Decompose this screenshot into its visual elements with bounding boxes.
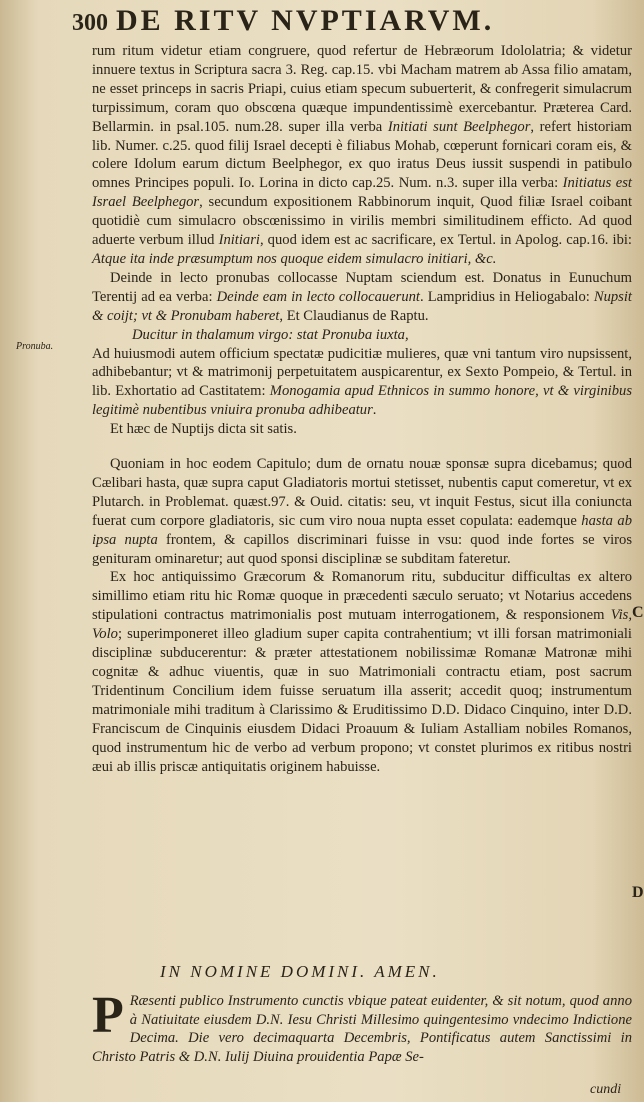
text-segment: Monogamia apud Ethnicos in summo honore, vt & virginibus legitimè nubentibus vniuira pronuba adhibeatur — [92, 383, 632, 419]
text-segment: ; superimponeret illeo gladium super capita contrahentium; vt illi forsan matrimoniali disciplinæ subducerentur: & præter attestationem nobilissimæ Romanæ Matronæ mihi cognitæ & adhuc viuentis, quæ in suo Matrimoniali contractu etiam, post sacrum Tridentinum Concilium idem fuisse seruatum illa asserit; accedit quoq; instrumentum matrimoniale mihi traditum à Clarissimo & Eruditissimo D.D. Didaco Cinquino, inter D.D. Franciscum de Cinquinis eiusdem Didaci Proauum & Iuliam Astalliam nobiles Romanos, quod instrumentum hic de verbo ad verbum propono; vt constet plurimos ex ritibus nostri æui ab illis priscæ antiquitatis originem habuisse. — [92, 626, 632, 775]
marginal-note-pronuba: Pronuba. — [16, 341, 54, 352]
marginal-letter-d: D — [632, 884, 644, 901]
text-segment: Initiatus est Israel Beelphegor — [92, 175, 632, 211]
text-segment: , secundum expositionem Rabbinorum inquit, Quod filiæ Israel coibant quotidiè cum simulacro obscœnissimo in virilis membri similitudinem efficto. Ad quod aduerte verbum illud — [92, 194, 633, 249]
text-segment: Ad huiusmodi autem officium spectatæ pudicitiæ mulieres, quæ vni tantum viro nupsissent, adhibebantur; vt & matrimonij perpetuitatem auspicarentur, ex Sexto Pompeio, & Tertul. in lib. Exhortatio ad Castitatem: — [92, 345, 632, 400]
text-segment: frontem, & capillos discriminari fuisse in vsu: quod inde fortes se viros genituram ominaretur; aut quod sponsi disciplinæ se subditam fateretur. — [92, 531, 633, 567]
text-segment: , Et Claudianus de Raptu. — [279, 307, 429, 324]
text-segment: Ex hoc antiquissimo Græcorum & Romanorum ritu, subducitur difficultas ex altero simillimo etiam ritu hic Romæ quoque in præcedenti sæculo seruato; vt Notarius accedens stipulationi contractus matrimonialis post mutuam interrogationem, & responsionem — [92, 569, 632, 624]
running-title: DE RITV NVPTIARVM. — [116, 4, 495, 37]
page-header — [72, 4, 632, 40]
text-segment: Atque ita inde præsumptum nos quoque eidem simulacro initiari, &c. — [92, 250, 497, 267]
paragraph-caelibari-hasta — [92, 455, 632, 568]
paragraph-pudicitia — [92, 345, 632, 421]
text-segment: rum ritum videtur etiam congruere, quod refertur de Hebræorum Idololatria; & videtur innuere textus in Scriptura sacra 3. Reg. cap.15. vbi Macham matrem ab Assa filio amatam, ne esset princeps in sacris Priapi, cuius etiam specum subuerterit, & confregerit simulacrum turpissimum, coram quo obscœna quæque impundentissimè exercebantur. Præterea Card. Bellarmin. in psal.105. num.28. super illa verba — [92, 43, 632, 135]
verse-claudianus: Ducitur in thalamum virgo: stat Pronuba iuxta, — [132, 326, 409, 343]
text-segment: Deinde in lecto pronubas collocasse Nuptam sciendum est. Donatus in Eunuchum Terentij ad ea verba: — [92, 269, 632, 305]
section-gap — [92, 439, 632, 455]
paragraph-idololatria — [92, 42, 632, 269]
main-text — [92, 42, 632, 776]
text-segment: , quod idem est ac sacrificare, ex Tertul. in Apolog. cap.16. ibi: — [259, 232, 632, 249]
text-segment: Initiari — [218, 232, 260, 249]
paragraph-pronubas — [92, 269, 632, 326]
instrument-text — [92, 987, 632, 1066]
marginal-letter-c: C — [632, 604, 644, 621]
text-segment: . Lampridius in Heliogabalo: — [420, 288, 594, 305]
paragraph-notarius — [92, 568, 632, 776]
closing-line: Et hæc de Nuptijs dicta sit satis. — [110, 421, 297, 438]
instrument-body: Ræsenti publico Instrumento cunctis vbique pateat euidenter, & sit notum, quod anno à Natiuitate eiusdem D.N. Iesu Christi Millesimo quingentesimo vndecimo Indictione Decima. Die vero decimaquarta Decembris, Pontificatus autem Sanctissimi in Christo Patris & D.N. Iulij Diuina prouidentia Papæ Se- — [92, 993, 632, 1065]
text-segment: Nupsit & coijt; vt & Pronubam haberet — [92, 288, 632, 324]
drop-cap: P — [92, 987, 124, 1044]
instrument-title: IN NOMINE DOMINI. AMEN. — [160, 962, 440, 981]
text-segment: , refert historiam lib. Numer. c.25. quod filij Israel decepti è filiabus Mohab, cœperunt fornicari coram eis, & colere Idolum earum dictum Beelphegor, ex quo iratus Deus iussit suspendi in patibulo omnes Principes populi. Io. Lorina in dicto cap.25. Num. n.3. super illa verba: — [92, 118, 632, 192]
text-segment: Initiati sunt Beelphegor — [387, 118, 531, 135]
catchword: cundi — [590, 1082, 622, 1097]
page-number: 300 — [72, 10, 108, 36]
text-segment: Vis, Volo — [92, 607, 632, 643]
text-segment: Deinde eam in lecto collocauerunt — [216, 288, 420, 305]
text-segment: Quoniam in hoc eodem Capitulo; dum de ornatu nouæ sponsæ supra dicebamus; quod Cælibari hasta, quæ supra caput Gladiatoris mortui stetisset, nubentis caput comeretur, vt ex Plutarch. in Problemat. quæst.97. & Ouid. citatis: seu, vt inquit Festus, sicut illa coniuncta fuerat cum corpore gladiatoris, sic cum viro noua nupta esset copulata: eademque — [92, 456, 632, 529]
text-segment: . — [372, 402, 377, 419]
text-segment: hasta ab ipsa nupta — [92, 512, 632, 548]
